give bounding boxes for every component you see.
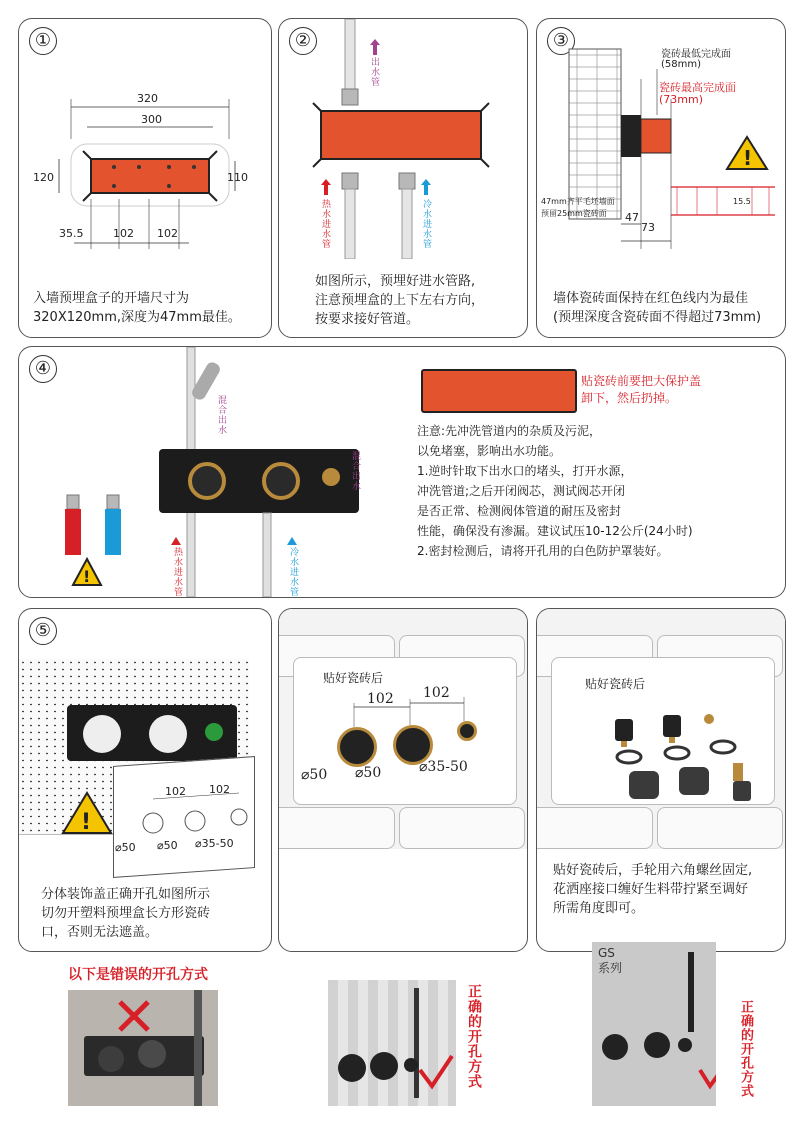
hot-inlet-label: 热水进水管 <box>172 547 182 597</box>
mixed-outlet-label-top: 混合出水 <box>216 395 226 435</box>
step-number: ① <box>29 27 57 55</box>
dim-110: 110 <box>227 171 248 184</box>
dim-102-b: 102 <box>209 783 230 796</box>
diameter-50-a: ⌀50 <box>115 841 136 854</box>
correct-check-icon <box>416 1052 456 1092</box>
dim-300: 300 <box>141 113 162 126</box>
dim-102-a: 102 <box>113 227 134 240</box>
step-7-caption: 贴好瓷砖后，手轮用六角螺丝固定, 花洒座接口缠好生料带拧紧至调好 所需角度即可。 <box>553 863 753 916</box>
step-number: ④ <box>29 355 57 383</box>
shower-outlet <box>678 1038 692 1052</box>
step-5-panel <box>18 608 272 952</box>
dim-35-5: 35.5 <box>59 227 84 240</box>
diameter-50-b: ⌀50 <box>355 765 382 781</box>
min-finish-value: (58mm) <box>661 59 702 70</box>
tiled-after-label: 贴好瓷砖后 <box>585 677 646 691</box>
step-5-caption: 分体装饰盖正确开孔如图所示 切勿开塑料预埋盒长方形瓷砖 口，否则无法遮盖。 <box>41 887 211 940</box>
diameter-50-b: ⌀50 <box>157 839 178 852</box>
correct-method-photo-a <box>328 980 456 1106</box>
step-4-panel <box>18 346 786 598</box>
step-1-panel <box>18 18 272 338</box>
correct-check-icon <box>696 1052 716 1092</box>
cold-inlet-label: 冷水进水管 <box>421 199 431 249</box>
gs-series-label: GS系列 <box>598 946 623 975</box>
remove-cover-note: 贴瓷砖前要把大保护盖 卸下，然后扔掉。 <box>581 374 702 405</box>
step-2-caption: 如图所示，预埋好进水管路, 注意预埋盒的上下左右方向， 按要求接好管道。 <box>315 274 485 327</box>
dim-73: 73 <box>641 221 655 234</box>
dim-102-a: 102 <box>165 785 186 798</box>
pipe-connection-diagram <box>279 19 528 259</box>
depth-note-1: 47mm齐平毛坯墙面 <box>541 197 615 206</box>
correct-method-label-b: 正确的开孔方式 <box>738 1000 753 1098</box>
max-finish-value: (73mm) <box>659 93 704 106</box>
dim-120: 120 <box>33 171 54 184</box>
wrong-method-photo <box>68 990 218 1106</box>
dim-102-b: 102 <box>157 227 178 240</box>
mixed-outlet-label-side: 混合出水 <box>350 451 360 491</box>
diameter-50-a: ⌀50 <box>301 767 328 783</box>
correct-method-label-a: 正确的开孔方式 <box>466 984 482 1089</box>
svg-text:!: ! <box>743 146 753 170</box>
dim-102-a: 102 <box>367 691 394 707</box>
handle-left <box>338 1054 366 1082</box>
outlet-pipe-label: 出水管 <box>369 57 379 87</box>
dim-47: 47 <box>625 211 639 224</box>
min-finish-label: 瓷砖最低完成面 <box>661 49 731 60</box>
wrong-cross-icon <box>114 996 154 1036</box>
tiled-after-label: 贴好瓷砖后 <box>323 671 384 685</box>
svg-text:!: ! <box>83 567 91 586</box>
dim-102-b: 102 <box>423 685 450 701</box>
step-number: ③ <box>547 27 575 55</box>
handle-right <box>644 1032 670 1058</box>
box-dimension-diagram <box>19 69 272 309</box>
hot-inlet-label: 热水进水管 <box>320 199 330 249</box>
depth-note-2: 预留25mm瓷砖面 <box>541 209 607 218</box>
correct-method-photo-b <box>592 942 716 1106</box>
wrong-method-label: 以下是错误的开孔方式 <box>68 967 208 983</box>
step-7-panel <box>536 608 786 952</box>
step-3-caption: 墙体瓷砖面保持在红色线内为最佳 (预埋深度含瓷砖面不得超过73mm) <box>553 291 762 325</box>
svg-text:!: ! <box>81 810 92 835</box>
cover-plate-holes <box>19 609 272 909</box>
step-6-panel <box>278 608 528 952</box>
max-finish-label: 瓷砖最高完成面 <box>659 81 736 94</box>
step-3-panel <box>536 18 786 338</box>
step-number: ⑤ <box>29 617 57 645</box>
protective-cover-image <box>421 369 577 413</box>
step-number: ② <box>289 27 317 55</box>
dim-15-5: 15.5 <box>733 197 751 206</box>
step-4-notes: 注意:先冲洗管道内的杂质及污泥， 以免堵塞，影响出水功能。 1.逆时针取下出水口的堵头，打开水源， 冲洗管道;之后开闭阀芯，测试阀芯开闭 是否正常、检测阀体管道的耐压及密封 性能，确保没有渗漏。建议试压10-12公斤(24小时) 2.密封检测后，请将开孔用的白色防护罩装好。 <box>417 424 693 558</box>
exploded-parts-diagram <box>537 609 786 849</box>
handle-left <box>602 1034 628 1060</box>
diameter-35-50: ⌀35-50 <box>419 759 468 775</box>
handle-right <box>370 1052 398 1080</box>
diameter-35-50: ⌀35-50 <box>195 837 234 850</box>
dim-320: 320 <box>137 92 158 105</box>
step-1-caption: 入墙预埋盒子的开墙尺寸为 320X120mm,深度为47mm最佳。 <box>33 291 241 325</box>
step-6-dimension-lines <box>279 609 528 849</box>
cold-inlet-label: 冷水进水管 <box>288 547 298 597</box>
step-2-panel <box>278 18 528 338</box>
